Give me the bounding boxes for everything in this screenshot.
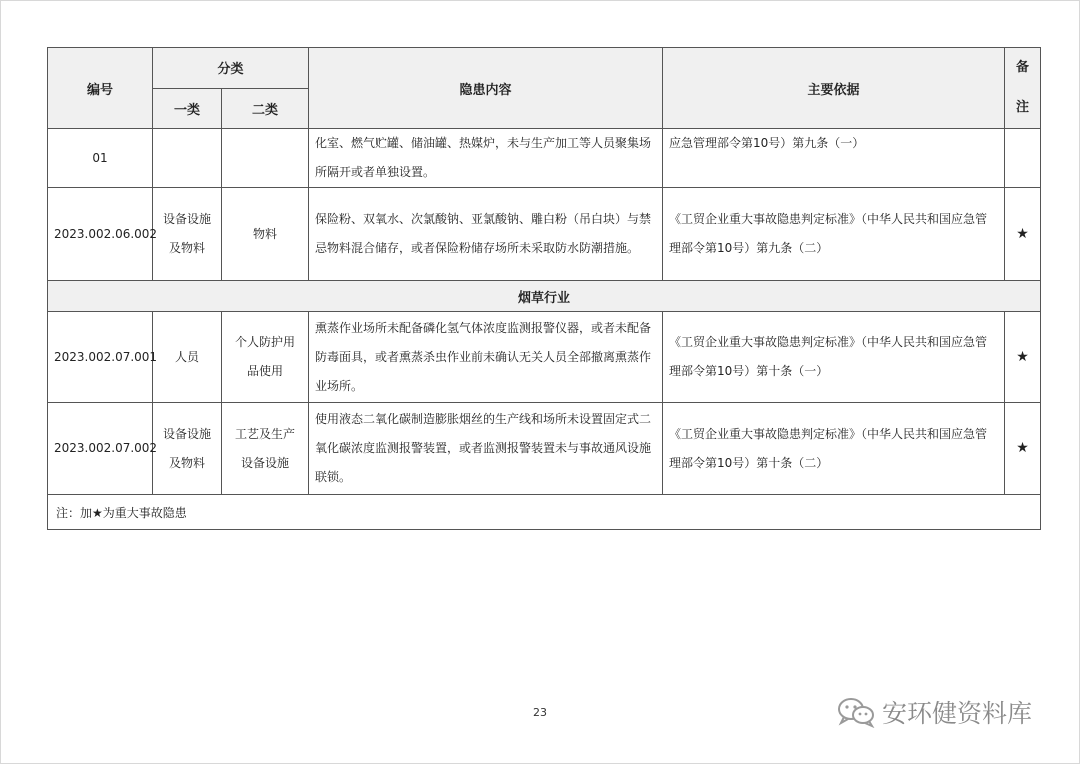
- cell-remark: ★: [1005, 188, 1041, 281]
- header-cat2: 二类: [222, 88, 309, 129]
- cell-content: 保险粉、双氧水、次氯酸钠、亚氯酸钠、雕白粉（吊白块）与禁忌物料混合储存，或者保险粉储存场所未采取防水防潮措施。: [309, 188, 663, 281]
- header-number: 编号: [48, 48, 153, 129]
- footnote: 注：加★为重大事故隐患: [48, 495, 1041, 530]
- header-basis: 主要依据: [663, 48, 1005, 129]
- wechat-icon: [836, 696, 876, 728]
- section-row: [48, 281, 1041, 312]
- cell-cat2: 个人防护用品使用: [222, 312, 309, 403]
- table-row: [48, 188, 1041, 281]
- header-remark: 备注: [1005, 48, 1041, 129]
- hazard-table: [47, 47, 1041, 530]
- cell-cat1: 设备设施及物料: [153, 403, 222, 495]
- cell-content: 使用液态二氧化碳制造膨胀烟丝的生产线和场所未设置固定式二氧化碳浓度监测报警装置，或者监测报警装置未与事故通风设施联锁。: [309, 403, 663, 495]
- cell-remark: ★: [1005, 312, 1041, 403]
- table-row: [48, 129, 1041, 188]
- cell-basis: 应急管理部令第10号）第九条（一）: [663, 129, 1005, 188]
- cell-cat2: [222, 129, 309, 188]
- table-row: [48, 403, 1041, 495]
- cell-basis: 《工贸企业重大事故隐患判定标准》（中华人民共和国应急管理部令第10号）第十条（一）: [663, 312, 1005, 403]
- cell-remark: ★: [1005, 403, 1041, 495]
- cell-remark: [1005, 129, 1041, 188]
- cell-number: 01: [48, 129, 153, 188]
- header-category: 分类: [153, 48, 309, 89]
- header-cat1: 一类: [153, 88, 222, 129]
- watermark-text: 安环健资料库: [882, 699, 1033, 728]
- footnote-row: [48, 495, 1041, 530]
- cell-number: 2023.002.06.002: [48, 188, 153, 281]
- page-number: 23: [533, 706, 547, 719]
- cell-basis: 《工贸企业重大事故隐患判定标准》（中华人民共和国应急管理部令第10号）第九条（二）: [663, 188, 1005, 281]
- cell-cat1: 设备设施及物料: [153, 188, 222, 281]
- watermark: [836, 694, 1032, 730]
- cell-content: 化室、燃气贮罐、储油罐、热媒炉，未与生产加工等人员聚集场所隔开或者单独设置。: [309, 129, 663, 188]
- table-row: [48, 312, 1041, 403]
- section-tobacco: 烟草行业: [48, 281, 1041, 312]
- cell-cat2: 物料: [222, 188, 309, 281]
- cell-cat2: 工艺及生产设备设施: [222, 403, 309, 495]
- cell-cat1: 人员: [153, 312, 222, 403]
- cell-basis: 《工贸企业重大事故隐患判定标准》（中华人民共和国应急管理部令第10号）第十条（二）: [663, 403, 1005, 495]
- cell-content: 熏蒸作业场所未配备磷化氢气体浓度监测报警仪器，或者未配备防毒面具，或者熏蒸杀虫作业前未确认无关人员全部撤离熏蒸作业场所。: [309, 312, 663, 403]
- cell-number: 2023.002.07.001: [48, 312, 153, 403]
- cell-number: 2023.002.07.002: [48, 403, 153, 495]
- cell-cat1: [153, 129, 222, 188]
- header-content: 隐患内容: [309, 48, 663, 129]
